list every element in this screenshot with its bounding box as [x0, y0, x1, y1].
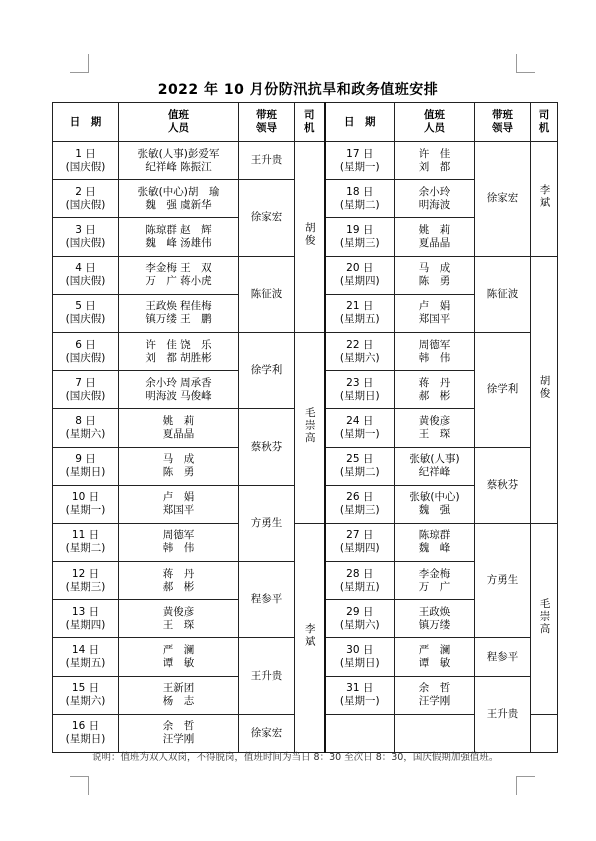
date-cell: 4 日 (国庆假) — [53, 256, 119, 294]
driver-cell: 胡俊 — [531, 256, 558, 523]
duty-cell: 余 哲 汪学刚 — [395, 676, 475, 714]
duty-cell: 余小玲 周承香 明海波 马俊峰 — [119, 371, 239, 409]
duty-cell: 余小玲 明海波 — [395, 180, 475, 218]
leader-cell: 徐家宏 — [239, 180, 295, 256]
leader-cell: 王升贵 — [239, 142, 295, 180]
date-cell: 31 日 (星期一) — [325, 676, 395, 714]
leader-cell: 徐学利 — [475, 332, 531, 447]
date-cell: 15 日 (星期六) — [53, 676, 119, 714]
duty-cell: 周德军 韩 伟 — [119, 523, 239, 561]
date-cell: 28 日 (星期五) — [325, 562, 395, 600]
date-cell: 29 日 (星期六) — [325, 600, 395, 638]
leader-cell: 徐家宏 — [475, 142, 531, 257]
crop-mark-bottom-right — [516, 776, 535, 795]
duty-schedule-table — [52, 102, 558, 753]
date-cell: 25 日 (星期二) — [325, 447, 395, 485]
leader-cell: 方勇生 — [475, 523, 531, 638]
date-cell: 26 日 (星期三) — [325, 485, 395, 523]
date-cell: 6 日 (国庆假) — [53, 332, 119, 370]
duty-cell: 余 哲 汪学刚 — [119, 714, 239, 752]
duty-cell: 蒋 丹 郝 彬 — [119, 562, 239, 600]
date-cell: 5 日 (国庆假) — [53, 294, 119, 332]
duty-cell: 李金梅 万 广 — [395, 562, 475, 600]
crop-mark-top-right — [516, 54, 535, 73]
empty-cell — [531, 714, 558, 752]
leader-cell: 蔡秋芬 — [475, 447, 531, 523]
date-cell: 19 日 (星期三) — [325, 218, 395, 256]
duty-cell: 严 澜 谭 敏 — [395, 638, 475, 676]
date-cell: 1 日 (国庆假) — [53, 142, 119, 180]
table-row — [53, 142, 558, 180]
leader-cell: 方勇生 — [239, 485, 295, 561]
leader-cell: 陈征波 — [239, 256, 295, 332]
table-row — [53, 523, 558, 561]
date-cell: 9 日 (星期日) — [53, 447, 119, 485]
date-cell: 30 日 (星期日) — [325, 638, 395, 676]
date-cell: 11 日 (星期二) — [53, 523, 119, 561]
duty-cell: 张敏(中心) 魏 强 — [395, 485, 475, 523]
date-cell: 24 日 (星期一) — [325, 409, 395, 447]
duty-cell: 卢 娟 郑国平 — [119, 485, 239, 523]
date-cell: 20 日 (星期四) — [325, 256, 395, 294]
duty-cell: 马 成 陈 勇 — [395, 256, 475, 294]
header-driver-right: 司 机 — [531, 103, 558, 142]
date-cell: 14 日 (星期五) — [53, 638, 119, 676]
duty-cell: 黄俊彦 王 琛 — [119, 600, 239, 638]
duty-cell: 周德军 韩 伟 — [395, 332, 475, 370]
date-cell: 12 日 (星期三) — [53, 562, 119, 600]
date-cell: 21 日 (星期五) — [325, 294, 395, 332]
leader-cell: 徐学利 — [239, 332, 295, 408]
date-cell: 3 日 (国庆假) — [53, 218, 119, 256]
duty-cell: 陈琼群 赵 辉 魏 峰 汤雄伟 — [119, 218, 239, 256]
duty-cell: 王政焕 程佳梅 镇万缕 王 鹏 — [119, 294, 239, 332]
driver-cell: 胡俊 — [295, 142, 325, 333]
page-title: 2022 年 10 月份防汛抗旱和政务值班安排 — [157, 82, 439, 98]
duty-cell: 陈琼群 魏 峰 — [395, 523, 475, 561]
leader-cell: 程参平 — [239, 562, 295, 638]
header-duty-left: 值班 人员 — [119, 103, 239, 142]
duty-cell: 许 佳 刘 都 — [395, 142, 475, 180]
date-cell: 27 日 (星期四) — [325, 523, 395, 561]
duty-cell: 姚 莉 夏晶晶 — [395, 218, 475, 256]
footnote: 说明：值班为双人双岗，不得脱岗，值班时间为当日 8：30 至次日 8：30，国庆假期加强值班。 — [92, 752, 499, 763]
date-cell: 2 日 (国庆假) — [53, 180, 119, 218]
header-date-left: 日 期 — [53, 103, 119, 142]
leader-cell: 陈征波 — [475, 256, 531, 332]
header-row — [53, 103, 558, 142]
duty-cell: 马 成 陈 勇 — [119, 447, 239, 485]
duty-cell: 王新团 杨 志 — [119, 676, 239, 714]
duty-cell: 黄俊彦 王 琛 — [395, 409, 475, 447]
duty-cell: 张敏(中心)胡 瑜 魏 强 虞新华 — [119, 180, 239, 218]
leader-cell: 蔡秋芬 — [239, 409, 295, 485]
duty-cell: 张敏(人事)彭爱军 纪祥峰 陈振江 — [119, 142, 239, 180]
date-cell: 23 日 (星期日) — [325, 371, 395, 409]
duty-cell: 张敏(人事) 纪祥峰 — [395, 447, 475, 485]
duty-cell: 李金梅 王 双 万 广 蒋小虎 — [119, 256, 239, 294]
date-cell: 10 日 (星期一) — [53, 485, 119, 523]
crop-mark-top-left — [70, 54, 89, 73]
driver-cell: 李斌 — [531, 142, 558, 257]
leader-cell: 王升贵 — [475, 676, 531, 752]
date-cell: 18 日 (星期二) — [325, 180, 395, 218]
table-row — [53, 332, 558, 370]
empty-cell — [325, 714, 395, 752]
header-duty-right: 值班 人员 — [395, 103, 475, 142]
date-cell: 22 日 (星期六) — [325, 332, 395, 370]
header-driver-left: 司 机 — [295, 103, 325, 142]
header-date-right: 日 期 — [325, 103, 395, 142]
date-cell: 16 日 (星期日) — [53, 714, 119, 752]
driver-cell: 毛崇高 — [531, 523, 558, 714]
empty-cell — [395, 714, 475, 752]
duty-cell: 王政焕 镇万缕 — [395, 600, 475, 638]
date-cell: 17 日 (星期一) — [325, 142, 395, 180]
leader-cell: 徐家宏 — [239, 714, 295, 752]
leader-cell: 程参平 — [475, 638, 531, 676]
duty-cell: 卢 娟 郑国平 — [395, 294, 475, 332]
header-leader-right: 带班 领导 — [475, 103, 531, 142]
duty-cell: 蒋 丹 郝 彬 — [395, 371, 475, 409]
duty-cell: 姚 莉 夏晶晶 — [119, 409, 239, 447]
date-cell: 7 日 (国庆假) — [53, 371, 119, 409]
duty-cell: 许 佳 饶 乐 刘 都 胡胜彬 — [119, 332, 239, 370]
header-leader-left: 带班 领导 — [239, 103, 295, 142]
leader-cell: 王升贵 — [239, 638, 295, 714]
crop-mark-bottom-left — [70, 776, 89, 795]
date-cell: 8 日 (星期六) — [53, 409, 119, 447]
driver-cell: 毛崇高 — [295, 332, 325, 523]
date-cell: 13 日 (星期四) — [53, 600, 119, 638]
driver-cell: 李斌 — [295, 523, 325, 752]
duty-cell: 严 澜 谭 敏 — [119, 638, 239, 676]
